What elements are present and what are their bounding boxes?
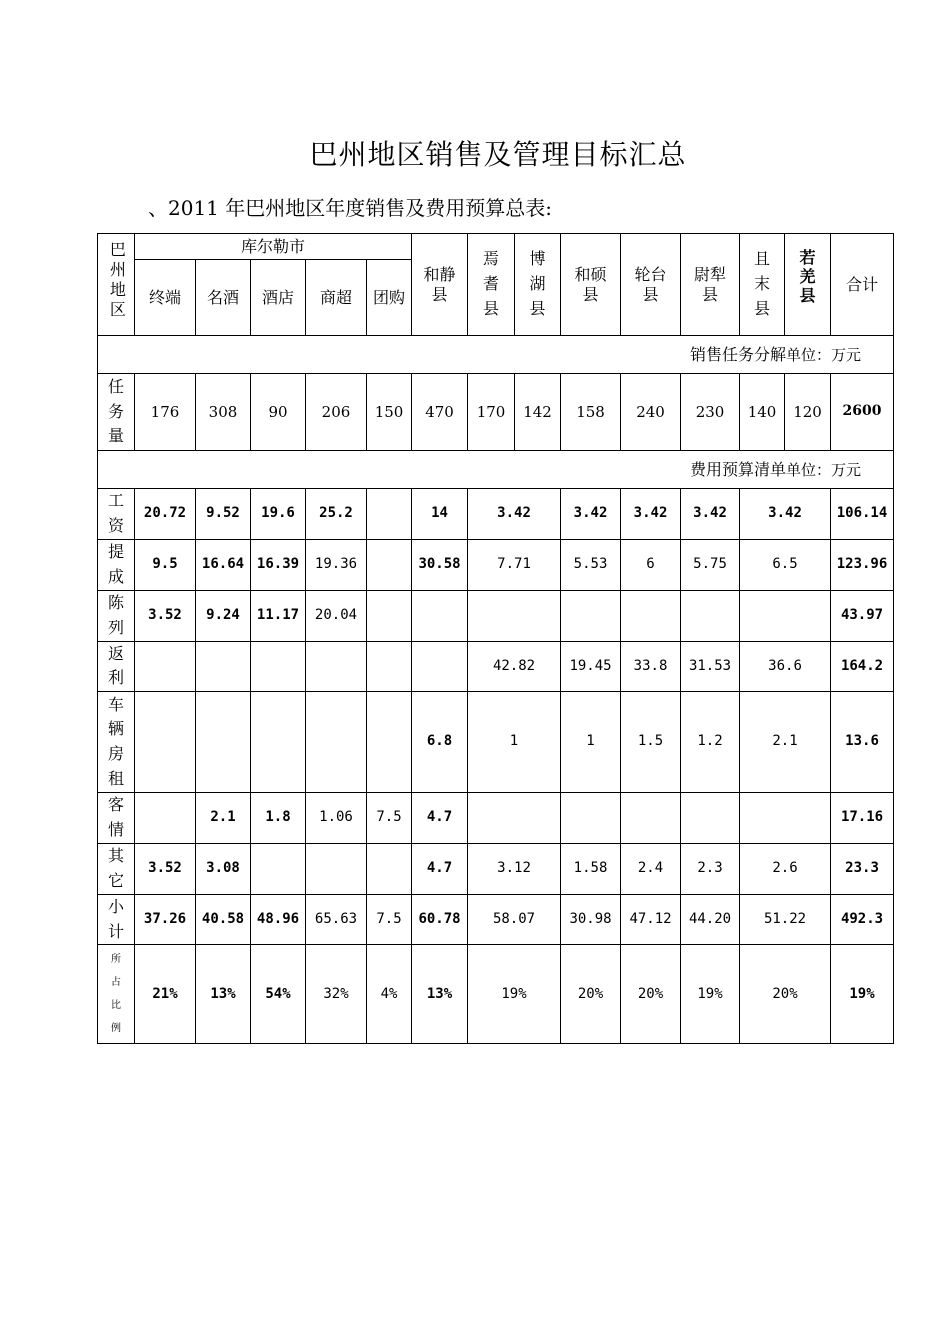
header-county-yanqi: 焉耆县 [468,234,515,336]
expense-row-vehicle-rent [98,692,894,793]
cell: 7.5 [367,894,412,945]
cell: 14 [412,489,468,540]
cell: 19% [468,945,561,1044]
row-label: 返利 [98,641,135,692]
header-county-yuli: 尉犁县 [681,234,740,336]
cell: 20% [621,945,681,1044]
cell [367,540,412,591]
cell: 9.24 [196,590,251,641]
task-cell: 140 [740,374,785,451]
cell [681,793,740,844]
cell: 19.36 [306,540,367,591]
cell: 5.75 [681,540,740,591]
cell [367,692,412,793]
cell: 4.7 [412,843,468,894]
cell [135,692,196,793]
cell: 37.26 [135,894,196,945]
header-region [98,234,135,336]
cell [621,590,681,641]
task-cell: 90 [251,374,306,451]
expense-unit-row [98,451,894,489]
cell: 9.52 [196,489,251,540]
cell: 54% [251,945,306,1044]
task-cell: 158 [561,374,621,451]
cell [412,641,468,692]
cell: 31.53 [681,641,740,692]
cell: 16.64 [196,540,251,591]
cell: 51.22 [740,894,831,945]
row-total: 123.96 [831,540,894,591]
sales-unit-label: 销售任务分解单位：万元 [98,336,894,374]
budget-table [97,233,894,1044]
row-total: 43.97 [831,590,894,641]
cell: 3.42 [621,489,681,540]
cell: 58.07 [468,894,561,945]
cell: 60.78 [412,894,468,945]
cell [740,590,831,641]
row-total: 17.16 [831,793,894,844]
header-korla-supermarket: 商超 [306,260,367,336]
cell [251,843,306,894]
cell [196,692,251,793]
cell: 9.5 [135,540,196,591]
cell [561,590,621,641]
expense-row-display [98,590,894,641]
cell: 36.6 [740,641,831,692]
cell: 6.8 [412,692,468,793]
cell: 32% [306,945,367,1044]
task-cell: 170 [468,374,515,451]
expense-row-rebate [98,641,894,692]
cell: 20.72 [135,489,196,540]
header-county-ruoqiang: 若羌县 [785,234,831,336]
cell: 20% [561,945,621,1044]
row-label: 所占比例 [98,945,135,1044]
expense-row-commission [98,540,894,591]
cell: 6 [621,540,681,591]
cell: 3.08 [196,843,251,894]
cell [135,641,196,692]
cell: 4.7 [412,793,468,844]
header-korla-terminal: 终端 [135,260,196,336]
row-total: 23.3 [831,843,894,894]
cell: 2.1 [196,793,251,844]
cell: 3.52 [135,843,196,894]
header-korla: 库尔勒市 [135,234,412,260]
cell: 21% [135,945,196,1044]
row-total: 492.3 [831,894,894,945]
task-row [98,374,894,451]
cell: 48.96 [251,894,306,945]
task-total: 2600 [831,374,894,451]
task-cell: 470 [412,374,468,451]
task-cell: 206 [306,374,367,451]
cell: 11.17 [251,590,306,641]
row-total: 13.6 [831,692,894,793]
cell [681,590,740,641]
cell [306,843,367,894]
cell: 13% [412,945,468,1044]
cell: 2.4 [621,843,681,894]
cell: 3.52 [135,590,196,641]
row-total: 164.2 [831,641,894,692]
cell: 47.12 [621,894,681,945]
cell: 25.2 [306,489,367,540]
cell: 65.63 [306,894,367,945]
table-caption: 、2011 年巴州地区年度销售及费用预算总表: [148,196,552,220]
header-korla-group-buy: 团购 [367,260,412,336]
row-total: 106.14 [831,489,894,540]
task-cell: 240 [621,374,681,451]
cell [306,692,367,793]
cell [196,641,251,692]
cell: 1 [561,692,621,793]
task-cell: 176 [135,374,196,451]
cell: 19% [681,945,740,1044]
task-label: 任务量 [98,374,135,451]
cell: 3.42 [681,489,740,540]
cell: 13% [196,945,251,1044]
cell: 33.8 [621,641,681,692]
header-row-1 [98,234,894,260]
row-label: 工资 [98,489,135,540]
header-county-heshuo: 和硕县 [561,234,621,336]
cell [468,590,561,641]
cell [367,489,412,540]
cell [251,641,306,692]
sales-unit-row [98,336,894,374]
row-label: 车辆房租 [98,692,135,793]
cell: 7.5 [367,793,412,844]
cell: 2.6 [740,843,831,894]
cell: 44.20 [681,894,740,945]
cell: 20.04 [306,590,367,641]
cell [621,793,681,844]
row-label: 客情 [98,793,135,844]
expense-unit-label: 费用预算清单单位：万元 [98,451,894,489]
row-label: 其它 [98,843,135,894]
cell: 42.82 [468,641,561,692]
cell: 2.3 [681,843,740,894]
header-region-label: 巴州地区 [107,240,127,321]
cell [468,793,561,844]
cell: 6.5 [740,540,831,591]
cell: 30.58 [412,540,468,591]
cell: 5.53 [561,540,621,591]
header-korla-hotel: 酒店 [251,260,306,336]
cell: 16.39 [251,540,306,591]
expense-row-other [98,843,894,894]
task-cell: 230 [681,374,740,451]
header-county-luntai: 轮台县 [621,234,681,336]
expense-row-ratio [98,945,894,1044]
cell [367,590,412,641]
cell [367,641,412,692]
row-label: 陈列 [98,590,135,641]
cell: 19.6 [251,489,306,540]
header-korla-famous-wine: 名酒 [196,260,251,336]
cell [251,692,306,793]
cell: 40.58 [196,894,251,945]
header-county-bohu: 博湖县 [515,234,561,336]
task-cell: 142 [515,374,561,451]
cell: 4% [367,945,412,1044]
cell [367,843,412,894]
cell [135,793,196,844]
cell: 2.1 [740,692,831,793]
row-total: 19% [831,945,894,1044]
header-county-qiemo: 且末县 [740,234,785,336]
cell [412,590,468,641]
cell: 3.42 [740,489,831,540]
cell [740,793,831,844]
cell: 1 [468,692,561,793]
task-cell: 150 [367,374,412,451]
cell: 1.58 [561,843,621,894]
row-label: 提成 [98,540,135,591]
cell: 7.71 [468,540,561,591]
cell: 1.06 [306,793,367,844]
cell: 1.5 [621,692,681,793]
cell [306,641,367,692]
cell: 3.12 [468,843,561,894]
cell: 3.42 [468,489,561,540]
cell: 30.98 [561,894,621,945]
cell: 1.2 [681,692,740,793]
expense-row-salary [98,489,894,540]
cell: 19.45 [561,641,621,692]
cell: 3.42 [561,489,621,540]
row-label: 小计 [98,894,135,945]
task-cell: 308 [196,374,251,451]
page-title: 巴州地区销售及管理目标汇总 [309,138,687,171]
expense-row-hospitality [98,793,894,844]
expense-row-subtotal [98,894,894,945]
cell: 1.8 [251,793,306,844]
cell: 20% [740,945,831,1044]
task-cell: 120 [785,374,831,451]
header-total: 合计 [831,234,894,336]
cell [561,793,621,844]
header-county-hejing: 和静县 [412,234,468,336]
